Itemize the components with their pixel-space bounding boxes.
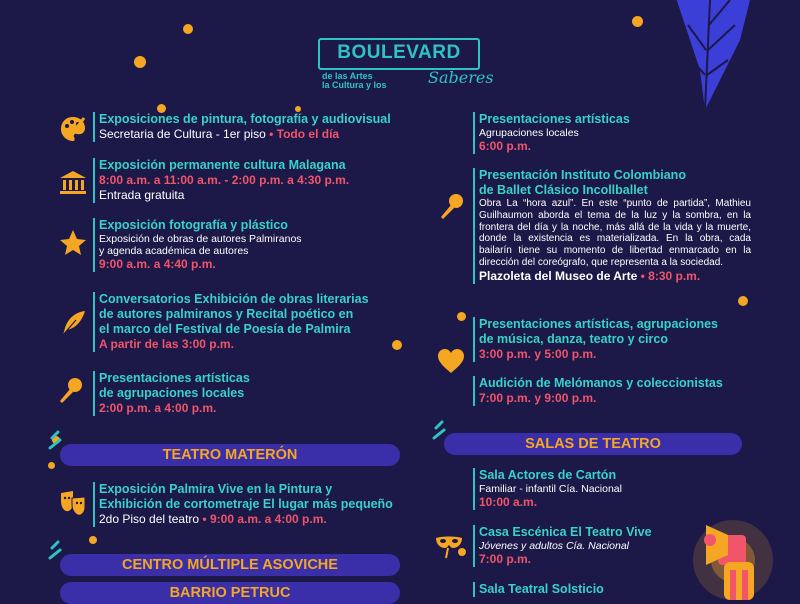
- event-musica-danza: [473, 317, 751, 362]
- event-time: Todo el día: [276, 127, 340, 141]
- section-teatro-materon: TEATRO MATERÓN: [60, 444, 400, 466]
- event-desc: y agenda académica de autores: [99, 245, 249, 257]
- event-title-3: el marco del Festival de Poesía de Palmira: [99, 322, 351, 336]
- leaf-decoration: [650, 0, 760, 120]
- separator: •: [269, 127, 274, 141]
- event-time: 3:00 p.m. y 5:00 p.m.: [479, 347, 597, 361]
- decorative-dot: [134, 56, 146, 68]
- event-title-1: Presentaciones artísticas: [99, 371, 250, 385]
- logo-title: BOULEVARD: [337, 42, 461, 63]
- event-title: Casa Escénica El Teatro Vive: [479, 525, 652, 539]
- event-description: Obra La “hora azul”. En este “punto de partida”, Mathieu Guilhaumon aborda el tema de la luz y la sombra, en la frontera del día y la noche, más allá de la vida y la muerte, donde la existencia es materializada. En la obra, cada bailarín tiene su momento de libertad enmarcado en la dirección del coreógrafo, que representa a la sociedad.: [479, 198, 751, 268]
- event-title: Presentaciones artísticas: [479, 112, 630, 126]
- event-title: Sala Actores de Cartón: [479, 468, 617, 482]
- logo-line-1: de las Artes: [322, 71, 373, 81]
- event-title-1: Exposición Palmira Vive en la Pintura y: [99, 482, 333, 496]
- separator: •: [640, 268, 645, 283]
- star-icon: [58, 228, 88, 258]
- mask-icon: [434, 530, 464, 560]
- decorative-dot: [738, 296, 748, 306]
- decorative-dot: [89, 536, 97, 544]
- palette-icon: [58, 114, 88, 144]
- separator: •: [202, 512, 207, 526]
- accent-ticks: [48, 430, 62, 450]
- logo-script: Saberes: [428, 68, 494, 87]
- section-centro-asoviche: CENTRO MÚLTIPLE ASOVICHE: [60, 554, 400, 576]
- decorative-dot: [48, 462, 55, 469]
- logo-line-2: la Cultura y los: [322, 80, 387, 90]
- event-time: 7:00 p.m.: [479, 552, 532, 566]
- megaphone-icon: [688, 500, 798, 600]
- event-title-1: Presentación Instituto Colombiano: [479, 168, 686, 182]
- event-presentaciones-artisticas: [473, 112, 749, 154]
- theater-masks-icon: [58, 488, 88, 518]
- decorative-dot: [632, 16, 643, 27]
- event-place: 2do Piso del teatro: [99, 512, 200, 526]
- event-palmira-vive: [93, 482, 429, 527]
- event-title-1: Conversatorios Exhibición de obras literarias: [99, 292, 369, 306]
- event-conversatorios: [93, 292, 429, 352]
- microphone-icon: [436, 192, 466, 222]
- event-title: Exposiciones de pintura, fotografía y audiovisual: [99, 112, 391, 126]
- heart-icon: [436, 346, 466, 376]
- event-time: A partir de las 3:00 p.m.: [99, 337, 234, 351]
- microphone-icon: [55, 376, 85, 406]
- event-desc: Familiar - infantil Cía. Nacional: [479, 483, 622, 495]
- event-note: Entrada gratuita: [99, 188, 185, 202]
- section-salas-teatro: SALAS DE TEATRO: [444, 433, 742, 455]
- decorative-dot: [183, 24, 193, 34]
- event-time: 8:00 a.m. a 11:00 a.m. - 2:00 p.m. a 4:30 p.m.: [99, 173, 350, 187]
- event-title: Audición de Melómanos y coleccionistas: [479, 376, 723, 390]
- decorative-dot: [457, 312, 466, 321]
- event-time: 9:00 a.m. a 4:00 p.m.: [209, 512, 327, 526]
- event-title: Sala Teatral Solsticio: [479, 582, 604, 596]
- event-desc: Agrupaciones locales: [479, 127, 579, 139]
- event-time: 7:00 p.m. y 9:00 p.m.: [479, 391, 597, 405]
- event-fotografia: [93, 218, 429, 272]
- event-title-1: Presentaciones artísticas, agrupaciones: [479, 317, 718, 331]
- event-melomanos: [473, 376, 751, 406]
- event-time: 9:00 a.m. a 4:40 p.m.: [99, 257, 216, 271]
- boulevard-logo: [318, 38, 494, 90]
- event-title-2: de autores palmiranos y Recital poético en: [99, 307, 354, 321]
- event-title-2: de Ballet Clásico Incollballet: [479, 183, 648, 197]
- event-presentaciones: [93, 371, 429, 416]
- event-title-2: Exhibición de cortometraje El lugar más pequeño: [99, 497, 393, 511]
- event-malagana: [93, 158, 429, 203]
- section-barrio-petruc: BARRIO PETRUC: [60, 582, 400, 604]
- event-place: Secretaria de Cultura - 1er piso: [99, 127, 266, 141]
- event-desc: Jóvenes y adultos Cía. Nacional: [479, 540, 629, 552]
- event-title-2: de agrupaciones locales: [99, 386, 245, 400]
- accent-ticks: [48, 540, 62, 560]
- event-place: Plazoleta del Museo de Arte: [479, 268, 638, 283]
- museum-icon: [58, 168, 88, 198]
- event-desc: Exposición de obras de autores Palmiranos: [99, 233, 302, 245]
- accent-ticks: [432, 420, 446, 440]
- event-time: 6:00 p.m.: [479, 139, 532, 153]
- event-title: Exposición permanente cultura Malagana: [99, 158, 346, 172]
- event-incollballet: [473, 168, 751, 284]
- event-time: 2:00 p.m. a 4:00 p.m.: [99, 401, 217, 415]
- quill-icon: [58, 308, 88, 338]
- event-title-2: de música, danza, teatro y circo: [479, 332, 668, 346]
- event-time: 8:30 p.m.: [648, 268, 701, 283]
- event-exposiciones: [93, 112, 429, 142]
- event-time: 10:00 a.m.: [479, 495, 538, 509]
- event-title: Exposición fotografía y plástico: [99, 218, 288, 232]
